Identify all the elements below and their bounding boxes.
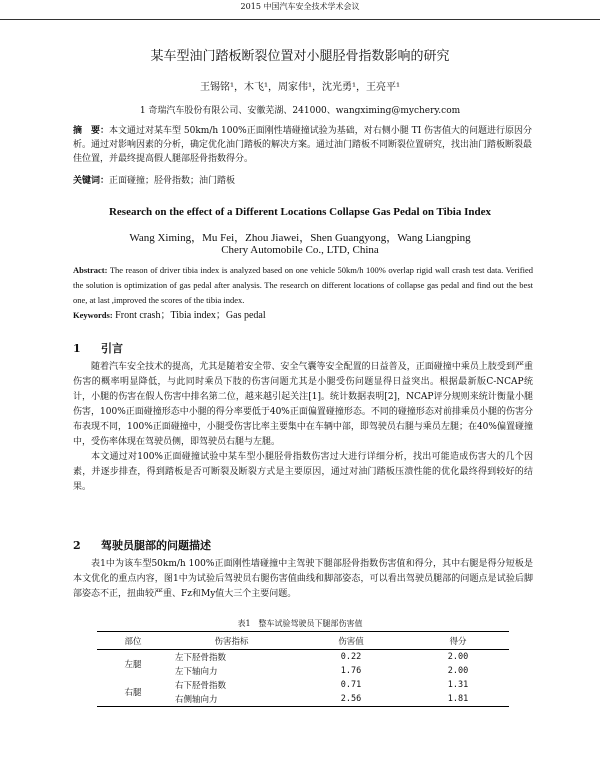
table-cell-part: 右腿 [97,678,169,707]
section-number: 2 [73,539,81,552]
abstract-en [73,263,533,308]
table-cell: 右侧轴向力 [169,692,295,707]
injury-table [97,631,509,707]
section-title: 驾驶员腿部的问题描述 [101,539,211,552]
paper-title-en: Research on the effect of a Different Locations Collapse Gas Pedal on Tibia Index [108,206,492,218]
paragraph: 随着汽车安全技术的提高，尤其是随着安全带、安全气囊等安全配置的日益普及，正面碰撞中乘员上肢受到严重伤害的概率明显降低，与此同时乘员下肢的伤害问题尤其是小腿受伤问题显得日益突出。根据最新版C-NCAP统计，小腿的伤害在假人伤害中排名第二位，越来越引起关注[1]。统计数据表明[2]，NCAP评分规则来统计衡量小腿伤害，100%正面碰撞形态中小腿的得分率要低于40%正面偏置碰撞形态。不同的碰撞形态对前排乘员小腿的伤害分布表现不同，100%正面碰撞中，小腿受伤害比率主要集中在车辆中部，即驾驶员右腿与乘员左腿；在40%偏置碰撞中，受伤率体现在驾驶员侧，即驾驶员右腿与左腿。 [73,362,533,447]
abstract-en-label: Abstract: [73,265,108,275]
table-cell: 1.31 [447,680,469,690]
paragraph: 表1中为该车型50km/h 100%正面刚性墙碰撞中主驾驶下腿部胫骨指数伤害值和得分，其中右腿是得分短板是本文优化的重点内容，图1中为试验后驾驶员右腿伤害值曲线和脚部姿态，可以看出驾驶员腿部的问题点是试验后脚部姿态不正，扭曲较严重、Fz和My值大三个主要问题。 [73,559,533,599]
table-cell: 右下胫骨指数 [175,681,227,691]
table-cell: 2.56 [295,692,407,707]
author-list-en: Wang Ximing，Mu Fei，Zhou Jiawei，Shen Guangyong，Wang Liangping [129,232,471,244]
table-cell: 左下轴向力 [175,667,218,677]
table-caption: 表1 整车试验驾驶员下腿部伤害值 [237,619,363,628]
abstract-cn [73,124,533,166]
table-row [97,650,509,665]
paragraph: 本文通过对100%正面碰撞试验中某车型小腿胫骨指数伤害过大进行详细分析，找出可能造成伤害大的几个因素，并逐步排查，得到踏板是否可断裂及断裂方式是主要原因，通过对油门踏板压溃性能的优化最终得到较好的结果。 [73,452,533,492]
keywords-en-text: Front crash；Tibia index；Gas pedal [115,310,266,321]
table-cell: 左下胫骨指数 [175,653,227,663]
abstract-cn-text: 本文通过对某车型 50km/h 100%正面刚性墙碰撞试验为基础，对右侧小腿 TI 伤害值大的问题进行原因分析。通过对影响因素的分析，确定优化油门踏板的解决方案。通过油门踏板不同断裂位置研究，找出油门踏板断裂最佳位置，并最终提高假人腿部胫骨指数得分。 [73,126,533,164]
column-header: 伤害值 [295,632,407,650]
author-list: 王锡铭¹，木飞¹，周家伟¹，沈光勇¹，王亮平¹ [199,82,401,93]
table-cell: 0.22 [340,652,362,662]
keywords-en-label: Keywords: [73,310,113,320]
keywords-cn [73,173,235,186]
abstract-cn-label: 摘 要： [73,126,110,136]
affiliation: 1 奇瑞汽车股份有限公司、安徽芜湖、241000、wangximing@mychery.com [139,106,461,116]
table-row [97,678,509,692]
column-header: 伤害指标 [169,632,295,650]
section-title: 引言 [101,342,123,355]
section-heading-1 [73,340,123,356]
keywords-cn-label: 关键词： [73,176,110,186]
section-2-body [73,557,533,602]
affiliation-en: Chery Automobile Co., LTD, China [221,244,379,256]
section-heading-2 [73,537,211,553]
column-header: 部位 [97,632,169,650]
column-header: 得分 [407,632,509,650]
section-number: 1 [73,342,81,355]
abstract-en-text: The reason of driver tibia index is analyzed based on one vehicle 50km/h 100% overlap rigid wall crash test data. Verified the solution is optimization of gas pedal after analysis. The research on different locations of collapse gas pedal and find out the best one, at last ,improved the scores of the tibia index. [73,265,533,305]
section-1-body [73,360,533,495]
keywords-cn-text: 正面碰撞；胫骨指数；油门踏板 [109,176,236,186]
table-cell: 2.00 [447,666,469,676]
keywords-en [73,306,266,321]
table-cell: 0.71 [340,680,362,690]
running-header: 2015 中国汽车安全技术学术会议 [0,0,600,20]
table-cell: 1.81 [407,692,509,707]
table-header-row [97,632,509,650]
table-cell: 2.00 [447,652,469,662]
paper-title: 某车型油门踏板断裂位置对小腿胫骨指数影响的研究 [150,49,450,64]
table-cell: 1.76 [340,666,362,676]
table-cell-part: 左腿 [124,660,142,670]
